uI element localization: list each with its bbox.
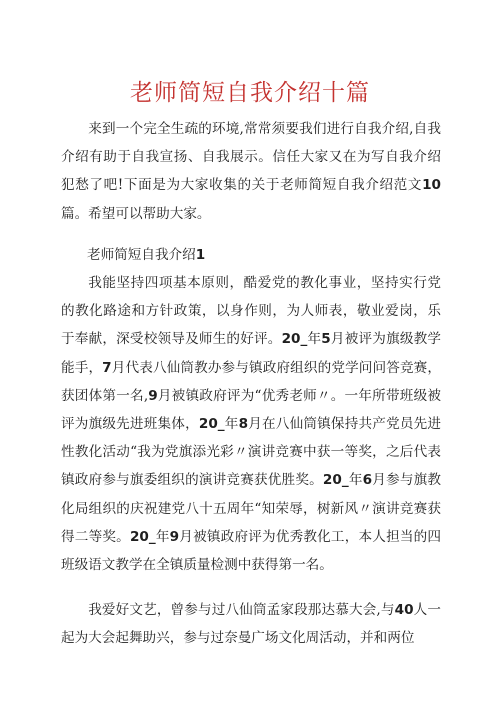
section-heading: 老师简短自我介绍1: [87, 247, 206, 263]
section-body-paragraph: 我能坚持四项基本原则，酷爱党的教化事业，坚持实行党的教化路途和方针政策，以身作则，为人师表，敬业爱岗，乐于奉献，深受校领导及师生的好评。20_年5月被评为旗级教学能手，7月代表八仙筒教办参与镇政府组织的党学问问答竞赛，获团体第一名,9月被镇政府评为“优秀老师〃。一年所带班级被评为旗级先进班集体，20_年8月在八仙筒镇保持共产党员先进性教化活动“我为党旗添光彩〃演讲竞赛中获一等奖，之后代表镇政府参与旗委组织的演讲竞赛获优胜奖。20_年6月参与旗教化局组织的庆祝建党八十五周年“知荣辱，树新风〃演讲竞赛获得二等奖。20_年9月被镇政府评为优秀教化工，本人担当的四班级语文教学在全镇质量检测中获得第一名。: [61, 275, 442, 574]
intro-paragraph: 来到一个完全生疏的环境,常常须要我们进行自我介绍,自我介绍有助于自我宣扬、自我展示。信任大家又在为写自我介绍犯愁了吧!下面是为大家收集的关于老师简短自我介绍范文10篇。希望可以帮助大家。: [61, 121, 441, 222]
document-title: 老师简短自我介绍十篇: [130, 80, 370, 106]
next-paragraph: 我爱好文艺，曾参与过八仙筒孟家段那达慕大会,与40人一起为大会起舞助兴，参与过奈曼广场文化周活动，并和两位: [61, 602, 441, 647]
